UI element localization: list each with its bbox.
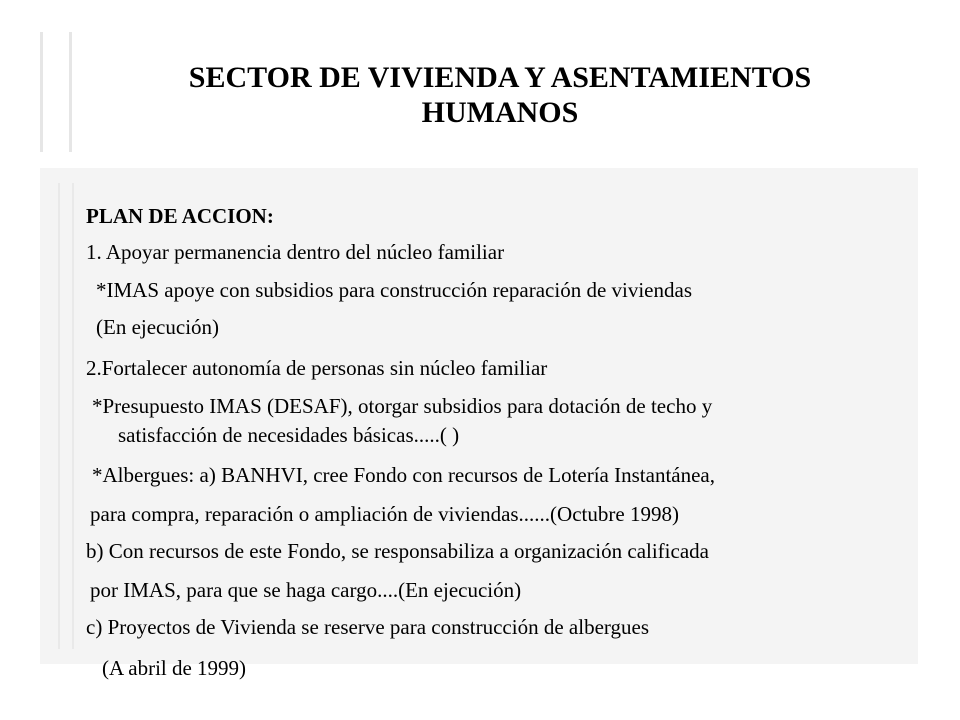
plan-heading: PLAN DE ACCION:: [86, 204, 274, 228]
list-item: b) Con recursos de este Fondo, se responsabiliza a organización calificada: [86, 539, 709, 563]
list-item: *IMAS apoye con subsidios para construcción reparación de viviendas: [96, 278, 692, 302]
list-item: para compra, reparación o ampliación de viviendas......(Octubre 1998): [90, 502, 679, 526]
list-item: *Albergues: a) BANHVI, cree Fondo con recursos de Lotería Instantánea,: [92, 463, 715, 487]
title-line-2: HUMANOS: [421, 96, 579, 129]
list-item: satisfacción de necesidades básicas.....( ): [118, 423, 460, 447]
list-item: por IMAS, para que se haga cargo....(En ejecución): [90, 578, 522, 602]
list-item: (En ejecución): [96, 315, 220, 339]
content-accent-bar: [58, 183, 74, 649]
slide-title: [110, 60, 890, 130]
list-item: 2.Fortalecer autonomía de personas sin núcleo familiar: [86, 356, 548, 380]
list-item: c) Proyectos de Vivienda se reserve para construcción de albergues: [86, 615, 649, 639]
list-item: (A abril de 1999): [102, 656, 247, 680]
list-item: *Presupuesto IMAS (DESAF), otorgar subsidios para dotación de techo y: [92, 394, 713, 418]
title-line-1: SECTOR DE VIVIENDA Y ASENTAMIENTOS: [188, 61, 812, 94]
title-accent-bar: [40, 32, 72, 152]
list-item: 1. Apoyar permanencia dentro del núcleo familiar: [86, 240, 505, 264]
